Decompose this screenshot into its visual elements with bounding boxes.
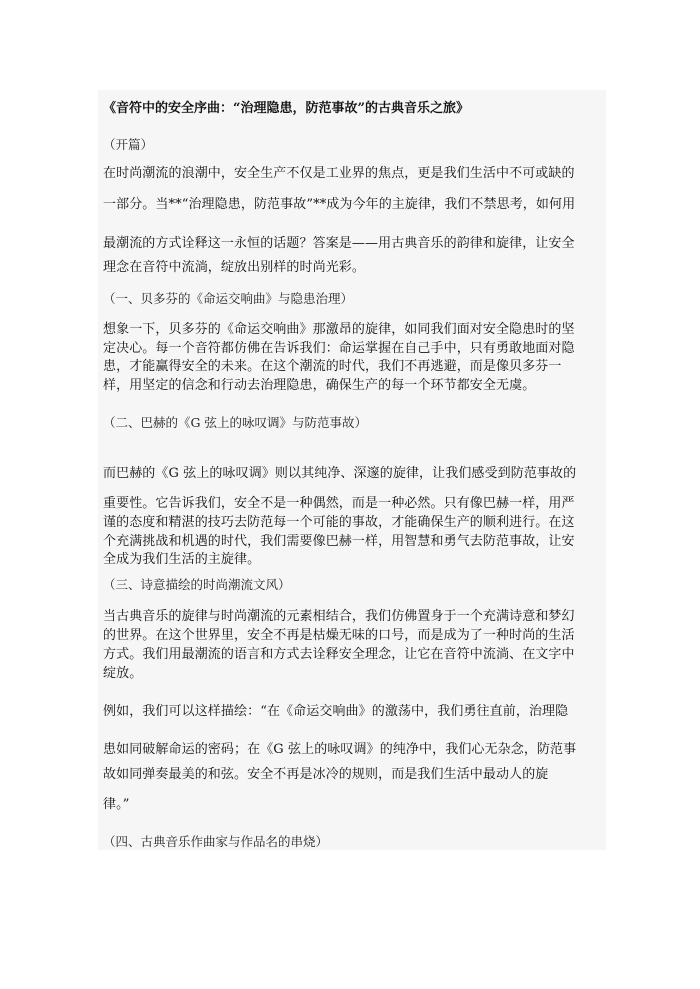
paragraph-line: 患，才能赢得安全的未来。在这个潮流的时代，我们不再逃避，而是像贝多芬一 xyxy=(103,359,562,374)
paragraph-line: 当古典音乐的旋律与时尚潮流的元素相结合，我们仿佛置身于一个充满诗意和梦幻 xyxy=(103,609,575,624)
paragraph-line: 想象一下，贝多芬的《命运交响曲》那激昂的旋律，如同我们面对安全隐患时的坚 xyxy=(103,322,575,337)
paragraph-line: 而巴赫的《G 弦上的咏叹调》则以其纯净、深邃的旋律，让我们感受到防范事故的 xyxy=(103,466,577,481)
section-heading-poetic-style: （三、诗意描绘的时尚潮流文风） xyxy=(103,577,291,592)
paragraph-line: 一部分。当**“治理隐患，防范事故”**成为今年的主旋律，我们不禁思考，如何用 xyxy=(103,197,576,212)
paragraph-line: 绽放。 xyxy=(103,666,143,681)
section-heading-composers-medley: （四、古典音乐作曲家与作品名的串烧） xyxy=(103,834,329,849)
paragraph-line: 最潮流的方式诠释这一永恒的话题？答案是——用古典音乐的韵律和旋律，让安全 xyxy=(103,236,575,251)
paragraph-line: 定决心。每一个音符都仿佛在告诉我们：命运掌握在自己手中，只有勇敢地面对隐 xyxy=(103,341,575,356)
paragraph-line: 理念在音符中流淌，绽放出别样的时尚光彩。 xyxy=(103,260,366,275)
paragraph-line: 样，用坚定的信念和行动去治理隐患，确保生产的每一个环节都安全无虞。 xyxy=(103,378,536,393)
paragraph-line: 的世界。在这个世界里，安全不再是枯燥无味的口号，而是成为了一种时尚的生活 xyxy=(103,628,575,643)
document-title: 《音符中的安全序曲：“治理隐患，防范事故”的古典音乐之旅》 xyxy=(103,101,469,116)
example-line: 例如，我们可以这样描绘：“在《命运交响曲》的激荡中，我们勇往直前，治理隐 xyxy=(103,704,569,719)
paragraph-line: 全成为我们生活的主旋律。 xyxy=(103,552,261,567)
section-heading-bach: （二、巴赫的《G 弦上的咏叹调》与防范事故） xyxy=(103,415,367,430)
paragraph-line: 方式。我们用最潮流的语言和方式去诠释安全理念，让它在音符中流淌、在文字中 xyxy=(103,647,575,662)
example-line: 患如同破解命运的密码；在《G 弦上的咏叹调》的纯净中，我们心无杂念，防范事 xyxy=(103,742,577,757)
example-line: 故如同弹奏最美的和弦。安全不再是冰冷的规则，而是我们生活中最动人的旋 xyxy=(103,767,549,782)
example-line: 律。” xyxy=(103,797,130,812)
paragraph-line: 个充满挑战和机遇的时代，我们需要像巴赫一样，用智慧和勇气去防范事故，让安 xyxy=(103,534,575,549)
section-heading-beethoven: （一、贝多芬的《命运交响曲》与隐患治理） xyxy=(103,291,354,306)
paragraph-line: 重要性。它告诉我们，安全不是一种偶然，而是一种必然。只有像巴赫一样，用严 xyxy=(103,496,575,511)
paragraph-line: 在时尚潮流的浪潮中，安全生产不仅是工业界的焦点，更是我们生活中不可或缺的 xyxy=(103,166,575,181)
section-heading-opening: （开篇） xyxy=(103,137,154,152)
paragraph-line: 谨的态度和精湛的技巧去防范每一个可能的事故，才能确保生产的顺利进行。在这 xyxy=(103,515,575,530)
